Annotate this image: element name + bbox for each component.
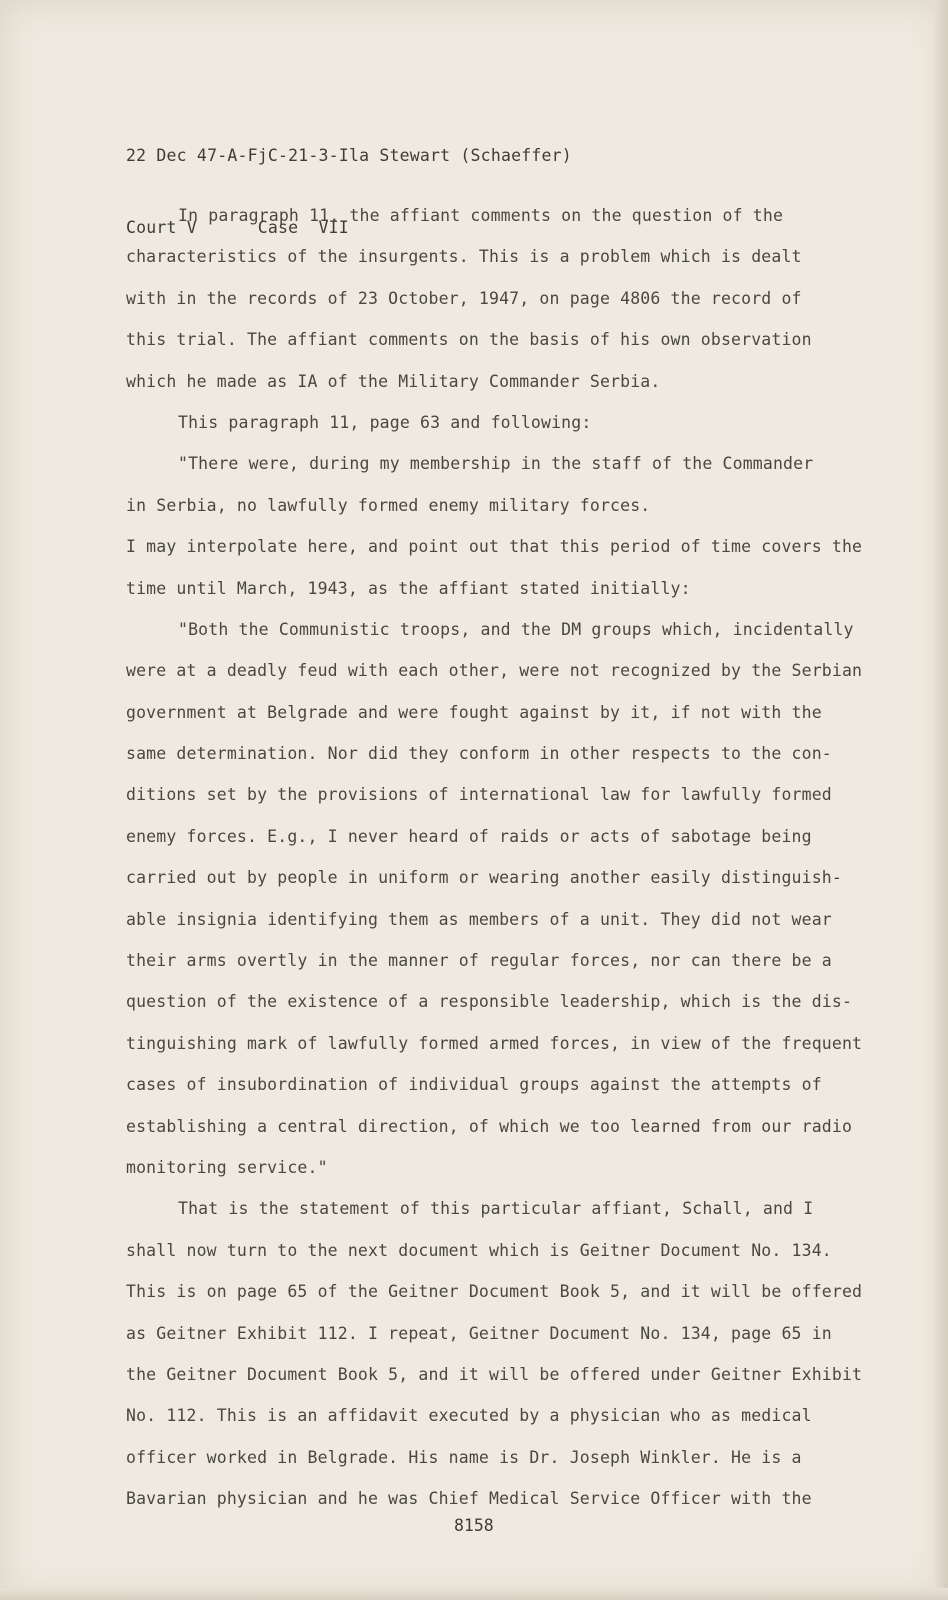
transcript-line: This is on page 65 of the Geitner Document Book 5, and it will be offered [126, 1282, 863, 1302]
transcript-line: officer worked in Belgrade. His name is Dr. Joseph Winkler. He is a [126, 1447, 802, 1467]
transcript-line: carried out by people in uniform or wearing another easily distinguish- [126, 868, 842, 888]
transcript-line: the Geitner Document Book 5, and it will be offered under Geitner Exhibit [126, 1364, 863, 1384]
transcript-line: with in the records of 23 October, 1947, on page 4806 the record of [126, 288, 802, 308]
transcript-line: government at Belgrade and were fought against by it, if not with the [126, 702, 822, 722]
transcript-line: tinguishing mark of lawfully formed armed forces, in view of the frequent [126, 1033, 863, 1053]
transcript-line: "Both the Communistic troops, and the DM groups which, incidentally [178, 619, 854, 639]
transcript-line: time until March, 1943, as the affiant stated initially: [126, 578, 691, 598]
transcript-line: "There were, during my membership in the staff of the Commander [178, 454, 814, 474]
transcript-line: same determination. Nor did they conform in other respects to the con- [126, 744, 832, 764]
header-line-court-case: Court V Case VII [126, 218, 349, 237]
transcript-line: which he made as IA of the Military Commander Serbia. [126, 371, 661, 391]
transcript-line: This paragraph 11, page 63 and following: [178, 412, 592, 432]
transcript-line: question of the existence of a responsible leadership, which is the dis- [126, 992, 853, 1012]
transcript-line: monitoring service." [126, 1157, 328, 1177]
transcript-line: enemy forces. E.g., I never heard of raids or acts of sabotage being [126, 826, 812, 846]
transcript-line: their arms overtly in the manner of regular forces, nor can there be a [126, 951, 832, 971]
transcript-line: characteristics of the insurgents. This is a problem which is dealt [126, 247, 802, 267]
transcript-line: Bavarian physician and he was Chief Medical Service Officer with the [126, 1489, 812, 1509]
header-line-date-ref: 22 Dec 47-A-FjC-21-3-Ila Stewart (Schaeffer) [126, 146, 572, 165]
transcript-line: were at a deadly feud with each other, were not recognized by the Serbian [126, 661, 863, 681]
page-edge-bottom [0, 1588, 948, 1600]
transcript-line: as Geitner Exhibit 112. I repeat, Geitner Document No. 134, page 65 in [126, 1323, 832, 1343]
transcript-line: I may interpolate here, and point out that this period of time covers the [126, 537, 863, 557]
transcript-line: this trial. The affiant comments on the basis of his own observation [126, 330, 812, 350]
transcript-line: ditions set by the provisions of international law for lawfully formed [126, 785, 832, 805]
transcript-line: In paragraph 11, the affiant comments on the question of the [178, 206, 784, 225]
transcript-line: cases of insubordination of individual groups against the attempts of [126, 1075, 822, 1095]
page-edge-right [934, 0, 948, 1600]
transcript-line: in Serbia, no lawfully formed enemy military forces. [126, 495, 651, 515]
transcript-line: No. 112. This is an affidavit executed by a physician who as medical [126, 1406, 812, 1426]
transcript-body [126, 195, 886, 1520]
page-number: 8158 [454, 1516, 494, 1535]
transcript-line: able insignia identifying them as members of a unit. They did not wear [126, 909, 832, 929]
transcript-line: establishing a central direction, of which we too learned from our radio [126, 1116, 853, 1136]
transcript-line: shall now turn to the next document which is Geitner Document No. 134. [126, 1240, 832, 1260]
transcript-line: That is the statement of this particular affiant, Schall, and I [178, 1199, 814, 1219]
